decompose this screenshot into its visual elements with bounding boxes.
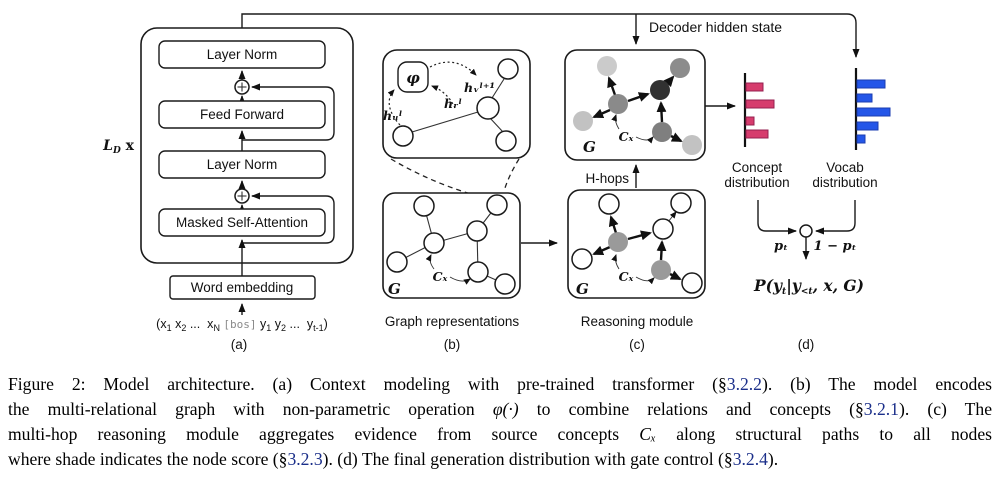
vocab-bar xyxy=(857,108,890,116)
decoder-layers-label: $L_D$ x xyxy=(103,138,134,156)
concept-bar xyxy=(746,117,754,125)
reasoning-arrow xyxy=(661,242,662,260)
vocab-bar xyxy=(857,94,872,102)
caption-text: Figure 2: Model architecture. (a) Context modeling with pre-trained transformer (§ xyxy=(8,374,727,394)
caption-text: the multi-relational graph with non-parametric operation xyxy=(8,399,493,419)
section-link-3-2-2[interactable]: 3.2.2 xyxy=(726,374,762,394)
vocab-bar xyxy=(857,135,865,143)
concept-node xyxy=(671,193,691,213)
scored-node xyxy=(597,56,617,76)
graph-label-g: G xyxy=(576,280,589,298)
scored-node xyxy=(650,80,670,100)
panel-c-reasoning-module xyxy=(565,50,705,352)
plus-circle-icon xyxy=(235,80,249,94)
plus-circle-icon xyxy=(235,189,249,203)
input-sequence: ($x_1$ $x_2$ ... $x_N$ [bos] $y_1$ $y_2$ ... $y_{t-1}$) xyxy=(156,317,328,333)
concept-node xyxy=(467,221,487,241)
concept-node xyxy=(498,59,518,79)
caption-text: ). xyxy=(767,449,779,469)
gate-prob-label: pₜ xyxy=(774,239,788,254)
decoder-hidden-state-label: Decoder hidden state xyxy=(649,19,783,35)
source-concepts-label: Cₓ xyxy=(618,129,634,144)
caption-text: along structural paths to all nodes xyxy=(656,424,992,444)
concept-node xyxy=(477,97,499,119)
caption-text: to combine relations and concepts (§ xyxy=(518,399,864,419)
scored-node xyxy=(573,111,593,131)
panel-a-tag: (a) xyxy=(230,337,248,352)
hv-label: hᵥˡ⁺¹ xyxy=(464,80,495,95)
scored-node xyxy=(670,58,690,78)
concept-node xyxy=(495,274,515,294)
caption-math-phi: φ(·) xyxy=(492,399,519,419)
panel-d-generation xyxy=(724,68,890,352)
scored-node xyxy=(652,122,672,142)
section-link-3-2-4[interactable]: 3.2.4 xyxy=(732,449,768,469)
gate-input-right xyxy=(816,200,855,231)
concept-node xyxy=(682,273,702,293)
word-embedding-label: Word embedding xyxy=(190,280,294,295)
concept-node xyxy=(599,194,619,214)
caption-text: ). (d) The final generation distribution with gate control (§ xyxy=(322,449,733,469)
caption-line xyxy=(8,397,992,422)
phi-operator-label: φ xyxy=(406,69,420,87)
panel-d-tag: (d) xyxy=(797,337,815,352)
block-layer-norm-2-label: Layer Norm xyxy=(206,157,278,172)
concept-node xyxy=(487,195,507,215)
section-link-3-2-3[interactable]: 3.2.3 xyxy=(287,449,323,469)
gate-node xyxy=(800,225,812,237)
concept-node xyxy=(414,196,434,216)
panel-b-caption: Graph representations xyxy=(384,314,520,329)
panel-c-caption: Reasoning module xyxy=(580,314,694,329)
vocab-distribution-bars xyxy=(857,80,890,143)
vocab-bar xyxy=(857,80,885,88)
hu-label: hᵤˡ xyxy=(383,108,403,123)
panel-c-tag: (c) xyxy=(629,337,645,352)
h-hops-label: H-hops xyxy=(585,171,629,186)
caption-text: ). (c) The xyxy=(898,399,992,419)
concept-bar xyxy=(746,83,763,91)
zoom-connector-left xyxy=(391,159,486,198)
panel-b-graph-encoding xyxy=(383,50,530,352)
block-masked-self-attention-label: Masked Self-Attention xyxy=(175,215,309,230)
concept-node xyxy=(387,252,407,272)
concept-distribution-label: distribution xyxy=(724,175,790,190)
vocab-distribution-label: Vocab xyxy=(826,160,864,175)
caption-text: where shade indicates the node score (§ xyxy=(8,449,288,469)
vocab-distribution-label: distribution xyxy=(812,175,878,190)
gate-complement-label: 1 − pₜ xyxy=(813,239,857,254)
source-concept-node xyxy=(608,232,628,252)
concept-distribution-bars xyxy=(746,83,774,138)
output-distribution-formula: P(yt|y<t, x, G) xyxy=(754,276,864,297)
block-layer-norm-1-label: Layer Norm xyxy=(206,47,278,62)
caption-text: multi-hop reasoning module aggregates evidence from source concepts xyxy=(8,424,640,444)
caption-line xyxy=(8,447,992,472)
caption-math-cx: Cₓ xyxy=(639,424,657,444)
concept-node xyxy=(572,249,592,269)
source-concept-node xyxy=(651,260,671,280)
figure-caption xyxy=(8,372,992,472)
concept-bar xyxy=(746,130,768,138)
gate-input-left xyxy=(758,200,796,231)
concept-node xyxy=(496,131,516,151)
block-feed-forward-label: Feed Forward xyxy=(199,107,285,122)
section-link-3-2-1[interactable]: 3.2.1 xyxy=(863,399,899,419)
concept-distribution-label: Concept xyxy=(731,160,783,175)
scored-node xyxy=(608,94,628,114)
concept-node xyxy=(468,262,488,282)
caption-text: ). (b) The model encodes xyxy=(761,374,992,394)
graph-label-g: G xyxy=(583,138,596,156)
hr-label: hᵣˡ xyxy=(444,96,462,111)
concept-node xyxy=(653,219,673,239)
caption-line xyxy=(8,372,992,397)
concept-node xyxy=(393,126,413,146)
graph-label-g: G xyxy=(388,280,401,298)
caption-line xyxy=(8,422,992,447)
concept-bar xyxy=(746,100,774,108)
zoom-connector-right xyxy=(504,159,519,191)
concept-node xyxy=(424,233,444,253)
reasoning-arrow xyxy=(661,103,662,122)
panel-b-tag: (b) xyxy=(443,337,461,352)
source-concepts-label: Cₓ xyxy=(618,269,634,284)
scored-node xyxy=(682,135,702,155)
vocab-bar xyxy=(857,122,878,130)
panel-a-transformer xyxy=(102,28,353,352)
source-concepts-label: Cₓ xyxy=(432,269,448,284)
